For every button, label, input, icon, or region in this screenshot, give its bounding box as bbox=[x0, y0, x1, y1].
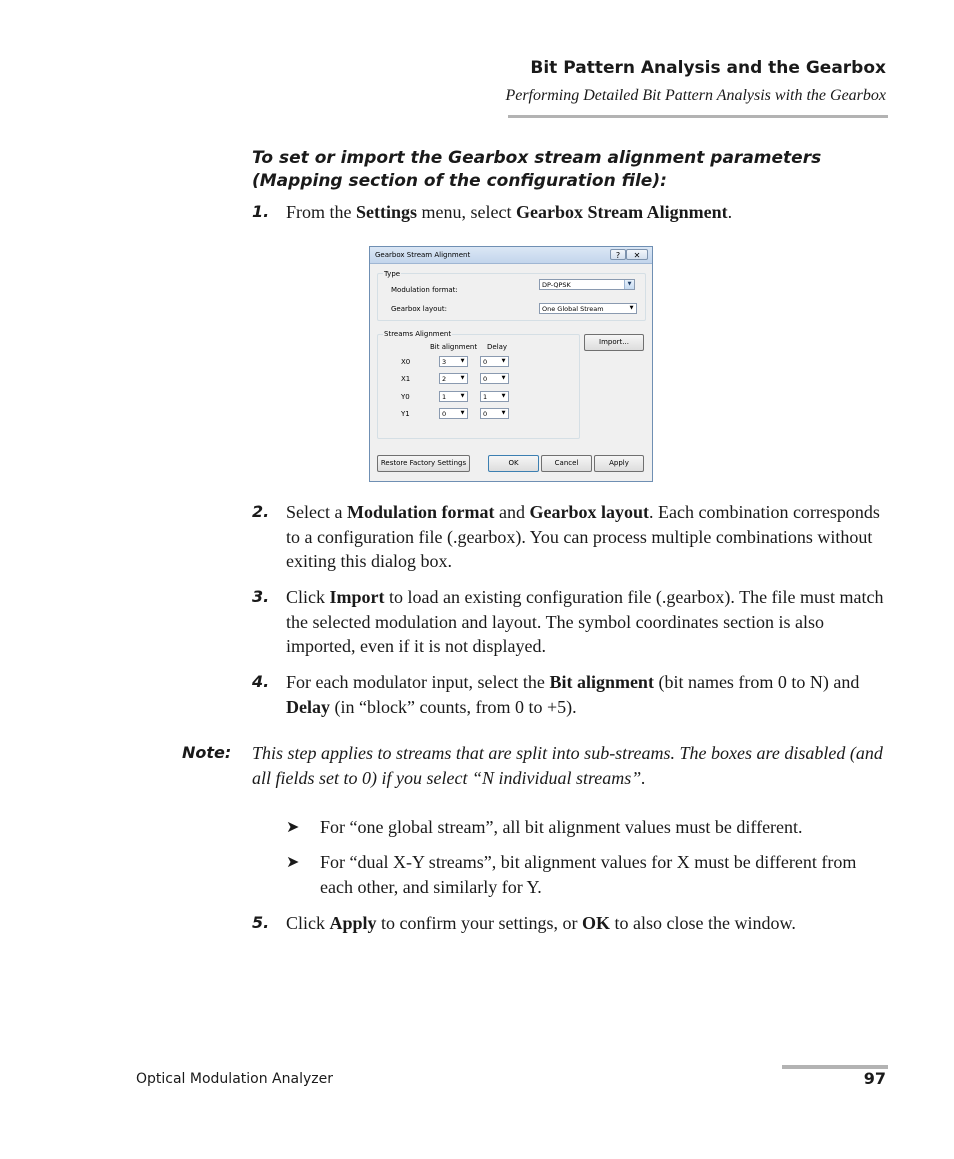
footer-product-name: Optical Modulation Analyzer bbox=[136, 1071, 333, 1087]
bullet-item: ➤ For “dual X-Y streams”, bit alignment values for X must be different from each other, and similarly for Y. bbox=[286, 852, 857, 897]
gearbox-layout-select[interactable]: One Global Stream ▼ bbox=[539, 303, 637, 314]
chevron-down-icon: ▼ bbox=[501, 410, 506, 416]
dialog-titlebar bbox=[370, 247, 652, 264]
restore-factory-settings-button[interactable]: Restore Factory Settings bbox=[377, 455, 470, 472]
procedure-heading: To set or import the Gearbox stream alignment parameters (Mapping section of the configuration file): bbox=[252, 148, 822, 191]
import-button[interactable]: Import... bbox=[584, 334, 644, 351]
chevron-down-icon: ▼ bbox=[460, 410, 465, 416]
delay-select[interactable]: 0 ▼ bbox=[480, 408, 509, 419]
cancel-button[interactable]: Cancel bbox=[541, 455, 592, 472]
step-number: 2. bbox=[252, 502, 270, 521]
chevron-down-icon: ▼ bbox=[624, 280, 634, 289]
delay-select[interactable]: 0 ▼ bbox=[480, 373, 509, 384]
chevron-down-icon: ▼ bbox=[460, 393, 465, 399]
close-icon[interactable]: ✕ bbox=[626, 249, 648, 260]
type-group-label: Type bbox=[384, 270, 401, 278]
step-number: 5. bbox=[252, 913, 270, 932]
streams-alignment-label: Streams Alignment bbox=[384, 330, 452, 338]
step-1: 1. From the Settings menu, select Gearbox Stream Alignment. bbox=[252, 200, 892, 225]
running-header-subtitle: Performing Detailed Bit Pattern Analysis with the Gearbox bbox=[505, 87, 886, 104]
dialog-title: Gearbox Stream Alignment bbox=[375, 251, 471, 259]
bit-alignment-select[interactable]: 1 ▼ bbox=[439, 391, 468, 402]
gearbox-layout-label: Gearbox layout: bbox=[391, 305, 447, 313]
bit-alignment-select[interactable]: 3 ▼ bbox=[439, 356, 468, 367]
bit-alignment-header: Bit alignment bbox=[430, 343, 478, 351]
note-text: This step applies to streams that are split into sub-streams. The boxes are disabled (and all fields set to 0) if you select “N individual streams”. bbox=[252, 743, 883, 788]
ok-button[interactable]: OK bbox=[488, 455, 539, 472]
chevron-down-icon: ▼ bbox=[460, 358, 465, 364]
note bbox=[182, 741, 892, 790]
bullet-item: ➤ For “one global stream”, all bit alignment values must be different. bbox=[286, 815, 892, 840]
delay-header: Delay bbox=[487, 343, 508, 351]
chevron-down-icon: ▼ bbox=[460, 375, 465, 381]
chevron-down-icon: ▼ bbox=[501, 358, 506, 364]
apply-button[interactable]: Apply bbox=[594, 455, 644, 472]
bit-alignment-select[interactable]: 0 ▼ bbox=[439, 408, 468, 419]
step-4: 4. For each modulator input, select the Bit alignment (bit names from 0 to N) and Delay (in “block” counts, from 0 to +5). bbox=[252, 672, 860, 717]
page-number: 97 bbox=[863, 1069, 886, 1088]
delay-select[interactable]: 1 ▼ bbox=[480, 391, 509, 402]
step-5: 5. Click Apply to confirm your settings, or OK to also close the window. bbox=[252, 911, 892, 936]
note-label: Note: bbox=[182, 743, 232, 762]
help-icon[interactable]: ? bbox=[610, 249, 626, 260]
chevron-down-icon: ▼ bbox=[501, 393, 506, 399]
streams-alignment-group bbox=[377, 334, 580, 439]
step-number: 3. bbox=[252, 587, 270, 606]
step-2: 2. Select a Modulation format and Gearbox layout. Each combination corresponds to a configuration file (.gearbox). You can process multiple combinations without exiting this dialog box. bbox=[252, 502, 880, 571]
modulation-format-select[interactable]: DP-QPSK ▼ bbox=[539, 279, 635, 290]
arrow-bullet-icon: ➤ bbox=[286, 819, 300, 836]
header-rule bbox=[508, 115, 888, 118]
step-3: 3. Click Import to load an existing configuration file (.gearbox). The file must match the selected modulation and layout. The symbol coordinates section is also imported, even if it is not displayed. bbox=[252, 587, 884, 656]
arrow-bullet-icon: ➤ bbox=[286, 854, 300, 871]
running-header-title: Bit Pattern Analysis and the Gearbox bbox=[530, 58, 886, 78]
stream-label: Y1 bbox=[401, 410, 410, 418]
chevron-down-icon: ▼ bbox=[501, 375, 506, 381]
stream-label: X0 bbox=[401, 358, 411, 366]
chevron-down-icon: ▼ bbox=[629, 305, 634, 311]
gearbox-stream-alignment-dialog bbox=[369, 246, 653, 482]
bit-alignment-select[interactable]: 2 ▼ bbox=[439, 373, 468, 384]
step-number: 1. bbox=[252, 202, 270, 221]
step-number: 4. bbox=[252, 672, 270, 691]
stream-label: X1 bbox=[401, 375, 411, 383]
stream-label: Y0 bbox=[401, 393, 410, 401]
modulation-format-label: Modulation format: bbox=[391, 286, 458, 294]
delay-select[interactable]: 0 ▼ bbox=[480, 356, 509, 367]
